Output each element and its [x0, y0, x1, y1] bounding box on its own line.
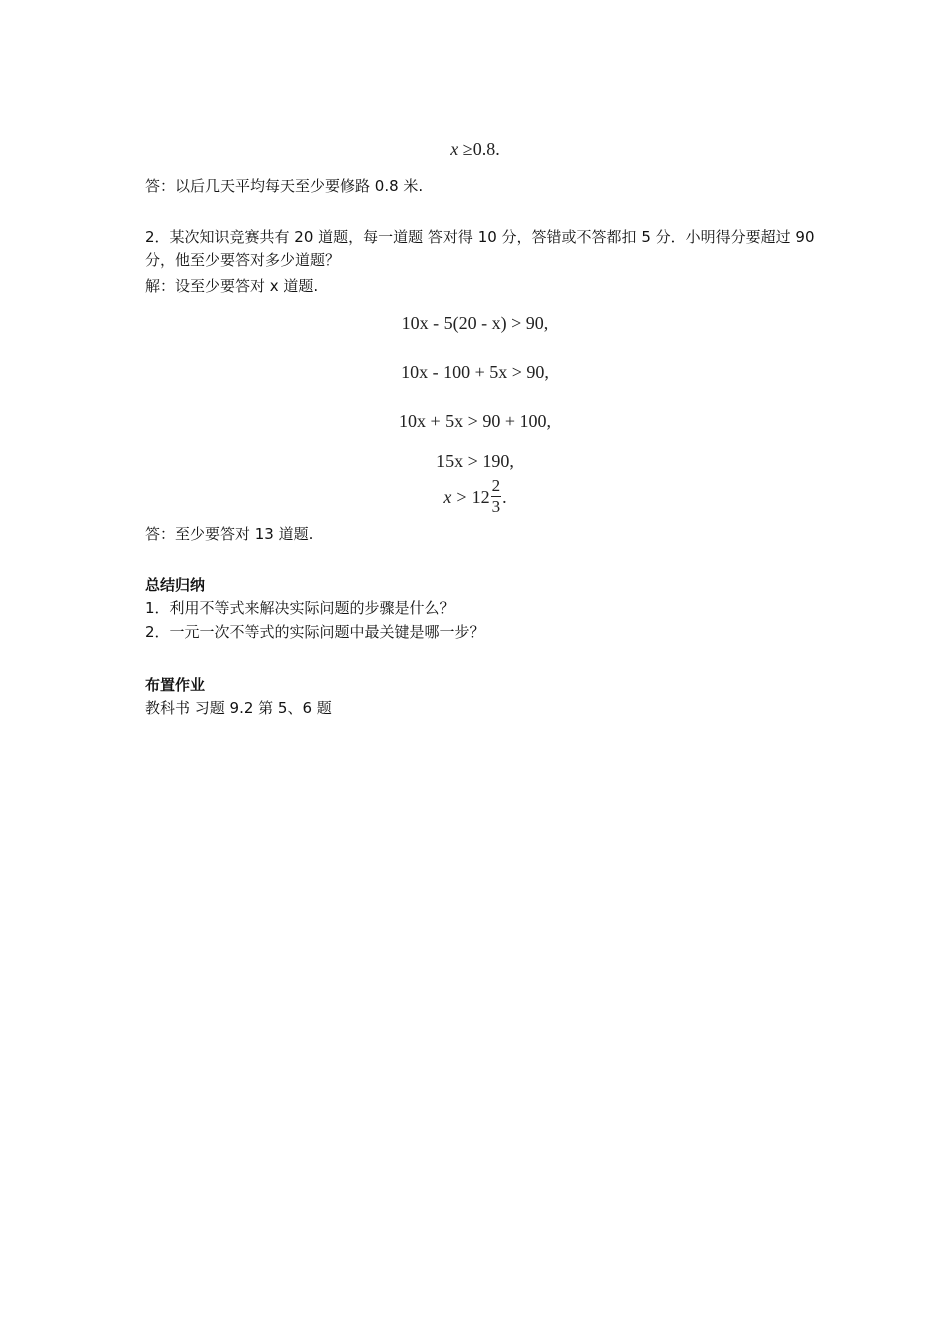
math-variable: x — [443, 486, 452, 507]
solution-step-2: 10x - 100 + 5x > 90, — [401, 362, 549, 382]
math-relation: > — [456, 486, 467, 507]
summary-item-2: 2．一元一次不等式的实际问题中最关键是哪一步？ — [145, 623, 485, 641]
fraction-denominator: 3 — [491, 497, 501, 516]
mixed-number-whole: 12 — [471, 486, 490, 507]
summary-heading: 总结归纳 — [145, 576, 206, 594]
solution-intro: 解：设至少要答对 x 道题. — [145, 277, 319, 295]
answer-1: 答：以后几天平均每天至少要修路 0.8 米. — [145, 177, 424, 195]
solution-step-final — [0, 476, 950, 517]
homework-heading: 布置作业 — [145, 676, 206, 694]
summary-item-1: 1．利用不等式来解决实际问题的步骤是什么？ — [145, 599, 455, 617]
math-period: . — [502, 486, 507, 507]
fraction-numerator: 2 — [491, 476, 501, 495]
math-value: 0.8 — [472, 139, 496, 159]
homework-text: 教科书 习题 9.2 第 5、6 题 — [145, 699, 332, 717]
math-relation: ≥ — [462, 139, 473, 159]
math-variable: x — [450, 139, 459, 159]
solution-step-1: 10x - 5(20 - x) > 90, — [401, 313, 549, 333]
result-inequality-x-ge-0-8 — [0, 137, 950, 161]
answer-2: 答：至少要答对 13 道题. — [145, 525, 314, 543]
solution-step-3: 10x + 5x > 90 + 100, — [399, 411, 551, 431]
problem-2-text: 2．某次知识竞赛共有 20 道题，每一道题 答对得 10 分，答错或不答都扣 5 分．小明得分要超过 90 分，他至少要答对多少道题？ — [145, 228, 815, 269]
fraction — [491, 476, 502, 517]
solution-step-4: 15x > 190, — [436, 451, 514, 471]
math-period: . — [495, 139, 500, 159]
